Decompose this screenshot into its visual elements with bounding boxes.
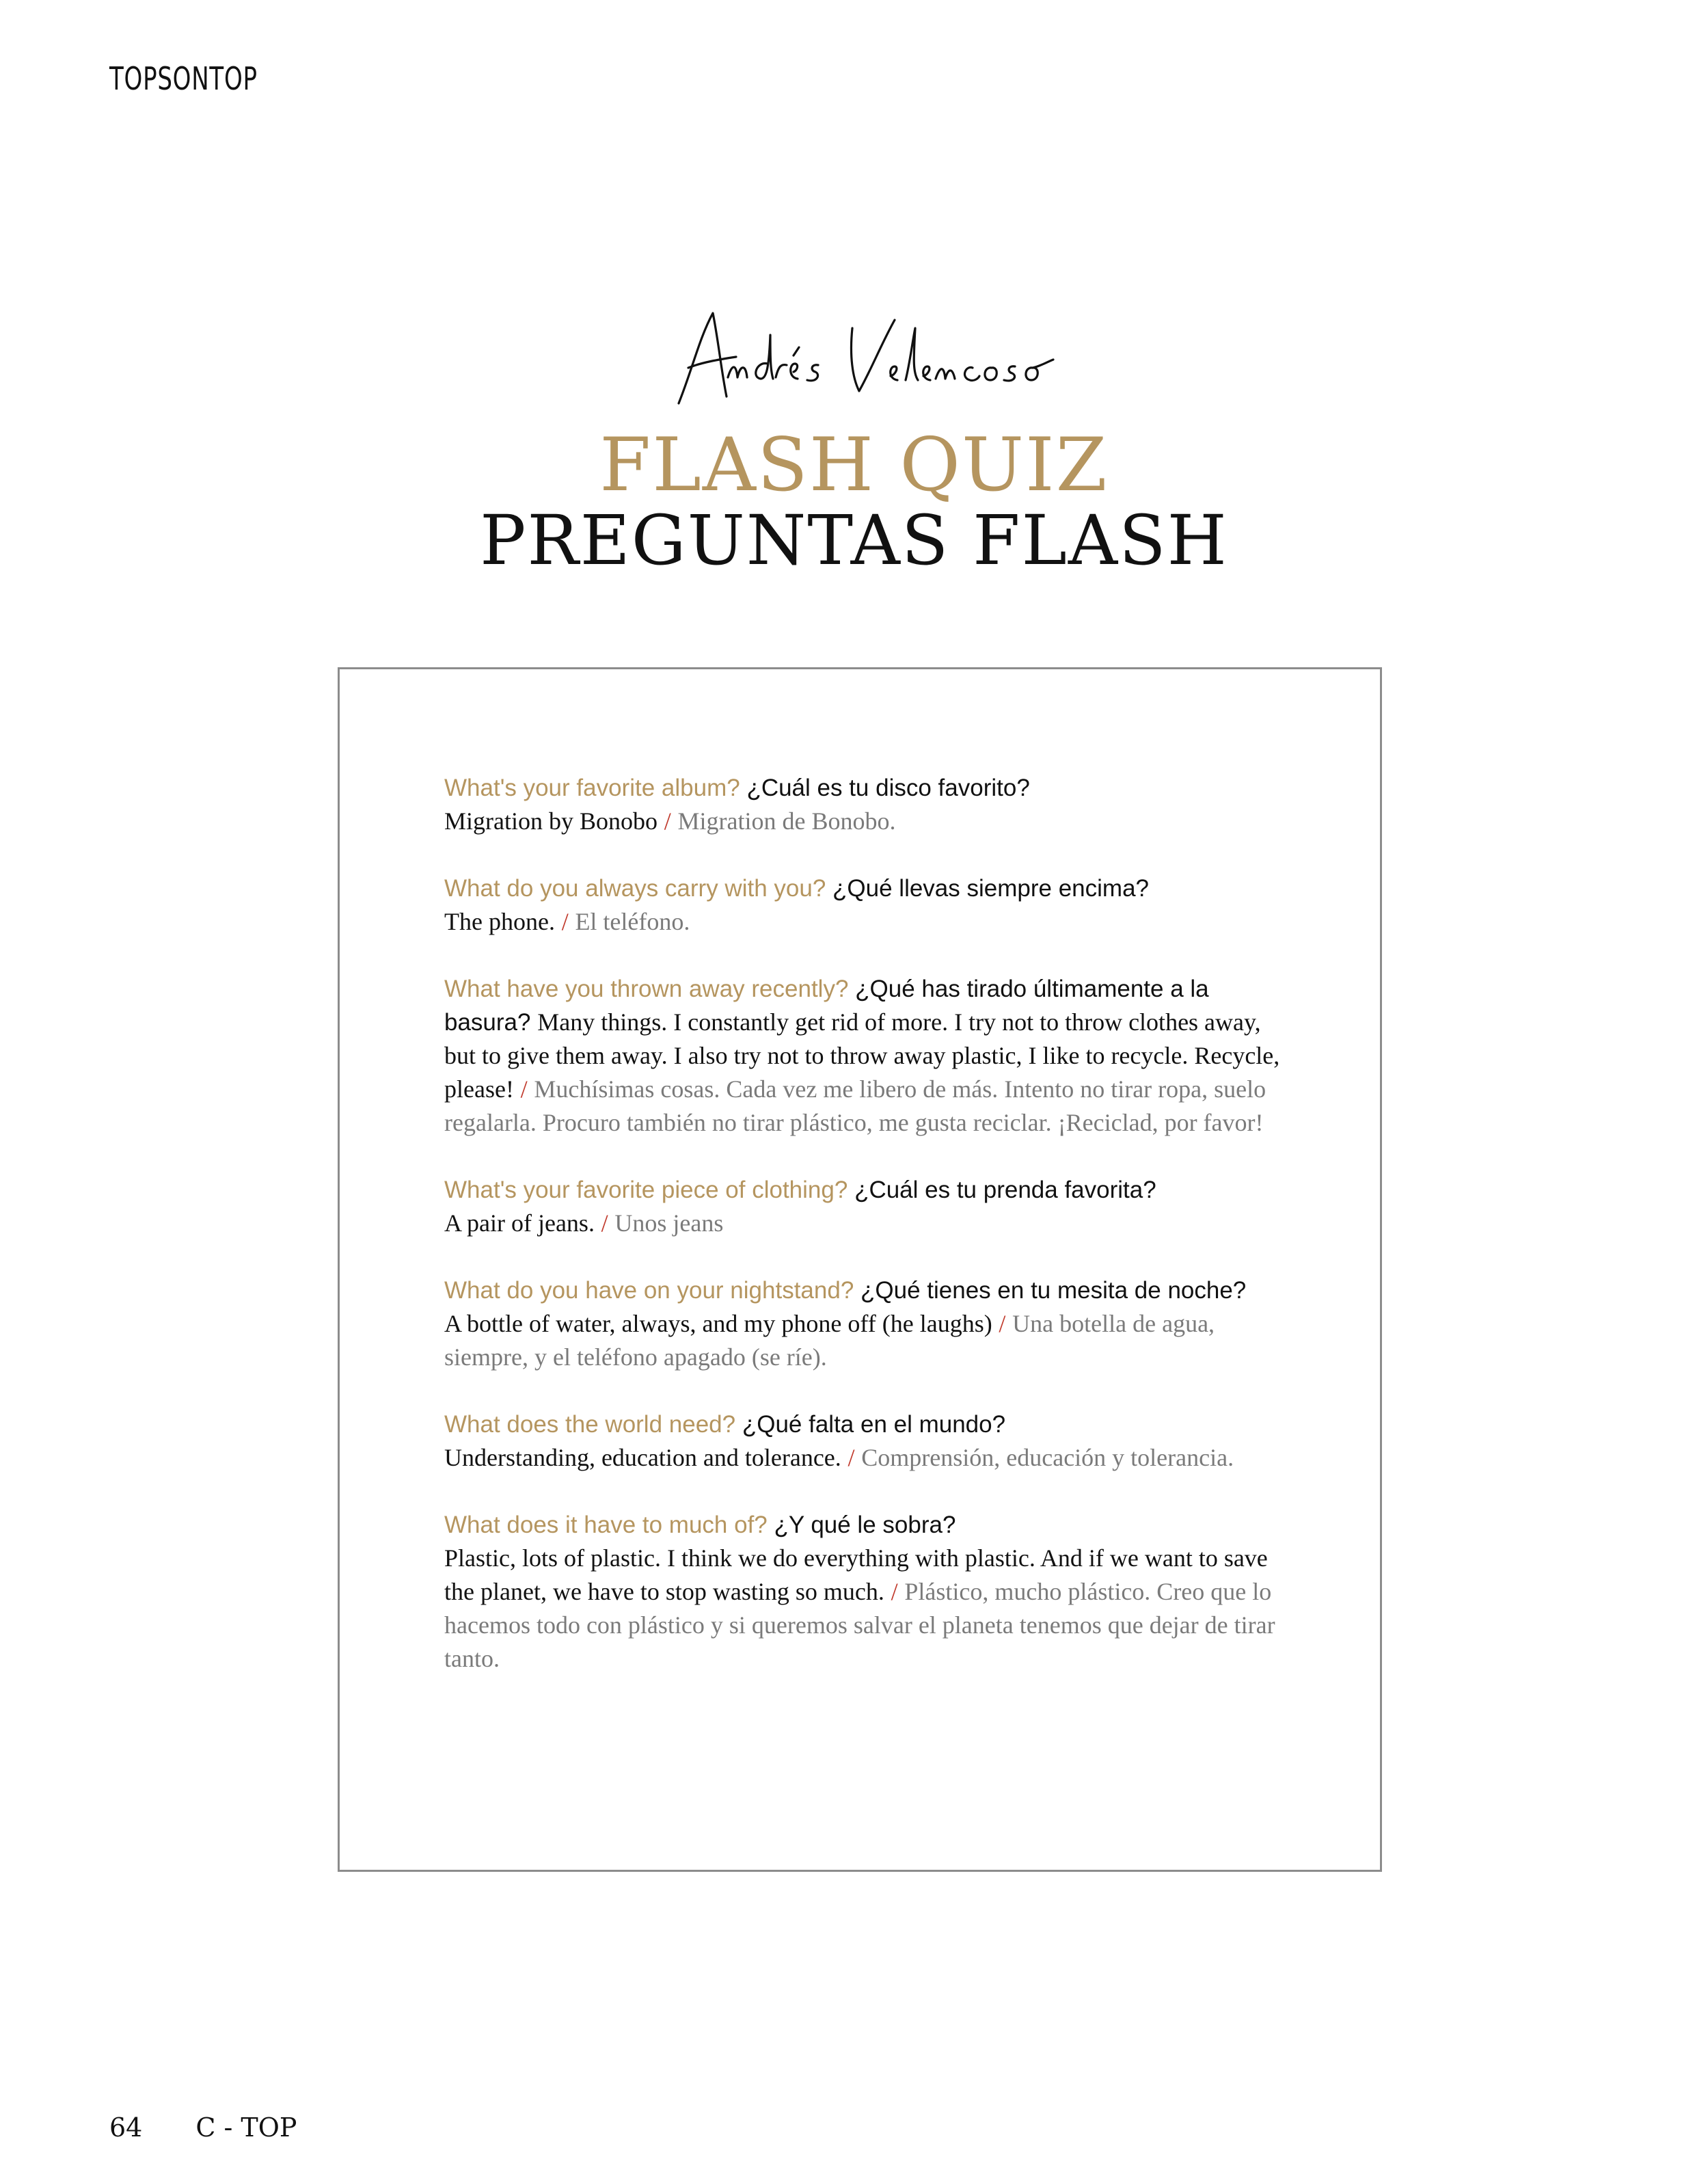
quiz-item (444, 1274, 1285, 1374)
answer-separator: / (891, 1578, 898, 1605)
answer-spanish: El teléfono. (575, 908, 690, 935)
page-number: 64 (109, 2112, 143, 2143)
question-spanish: ¿Qué llevas siempre encima? (832, 875, 1149, 902)
question-english: What does the world need? (444, 1411, 736, 1438)
answer-spanish: Unos jeans (614, 1209, 724, 1237)
question-spanish: ¿Y qué le sobra? (774, 1512, 956, 1538)
question-spanish: ¿Cuál es tu prenda favorita? (854, 1177, 1156, 1203)
question-english: What have you thrown away recently? (444, 976, 849, 1002)
question-spanish: ¿Qué has tirado últimamente a la basura? (444, 976, 1209, 1036)
answer-separator: / (561, 908, 569, 935)
quiz-item (444, 1408, 1285, 1475)
answer-english: Migration by Bonobo (444, 807, 658, 835)
question-english: What do you have on your nightstand? (444, 1277, 854, 1304)
quiz-item (444, 771, 1285, 838)
question-spanish: ¿Qué falta en el mundo? (742, 1411, 1006, 1438)
question-english: What's your favorite album? (444, 775, 740, 801)
magazine-name: C - TOP (195, 2112, 297, 2143)
answer-spanish: Migration de Bonobo. (677, 807, 896, 835)
question-spanish: ¿Cuál es tu disco favorito? (746, 775, 1030, 801)
answer-separator: / (664, 807, 671, 835)
quiz-item (444, 872, 1285, 939)
question-spanish: ¿Qué tienes en tu mesita de noche? (860, 1277, 1247, 1304)
answer-separator: / (999, 1310, 1006, 1337)
page-footer (109, 2112, 297, 2143)
answer-spanish: Comprensión, educación y tolerancia. (861, 1444, 1234, 1471)
answer-english: Plastic, lots of plastic. I think we do everything with plastic. And if we want to save the planet, we have to stop wasting so much. (444, 1544, 1268, 1605)
title-spanish: PREGUNTAS FLASH (480, 500, 1228, 580)
question-english: What do you always carry with you? (444, 875, 826, 902)
quiz-item (444, 972, 1285, 1140)
answer-spanish: Una botella de agua, siempre, y el teléfono apagado (se ríe). (444, 1310, 1215, 1371)
quiz-item (444, 1173, 1285, 1240)
answer-english: A pair of jeans. (444, 1209, 595, 1237)
answer-english: The phone. (444, 908, 555, 935)
answer-spanish: Plástico, mucho plástico. Creo que lo hacemos todo con plástico y si queremos salvar el planeta tenemos que dejar de tirar tanto. (444, 1578, 1275, 1672)
answer-english: Understanding, education and tolerance. (444, 1444, 841, 1471)
section-label: TOPSONTOP (109, 60, 258, 97)
question-english: What does it have to much of? (444, 1512, 768, 1538)
quiz-list (444, 771, 1285, 1709)
quiz-item (444, 1508, 1285, 1676)
answer-separator: / (601, 1209, 608, 1237)
title-english: FLASH QUIZ (599, 422, 1109, 508)
answer-english: A bottle of water, always, and my phone off (he laughs) (444, 1310, 992, 1337)
question-english: What's your favorite piece of clothing? (444, 1177, 848, 1203)
signature-andres-velencoso (673, 301, 1056, 410)
answer-separator: / (520, 1075, 528, 1103)
answer-spanish: Muchísimas cosas. Cada vez me libero de más. Intento no tirar ropa, suelo regalarla. Procuro también no tirar plástico, me gusta reciclar. ¡Reciclad, por favor! (444, 1075, 1266, 1136)
answer-english: Many things. I constantly get rid of more. I try not to throw clothes away, but to give them away. I also try not to throw away plastic, I like to recycle. Recycle, please! (444, 1008, 1280, 1103)
answer-separator: / (848, 1444, 855, 1471)
